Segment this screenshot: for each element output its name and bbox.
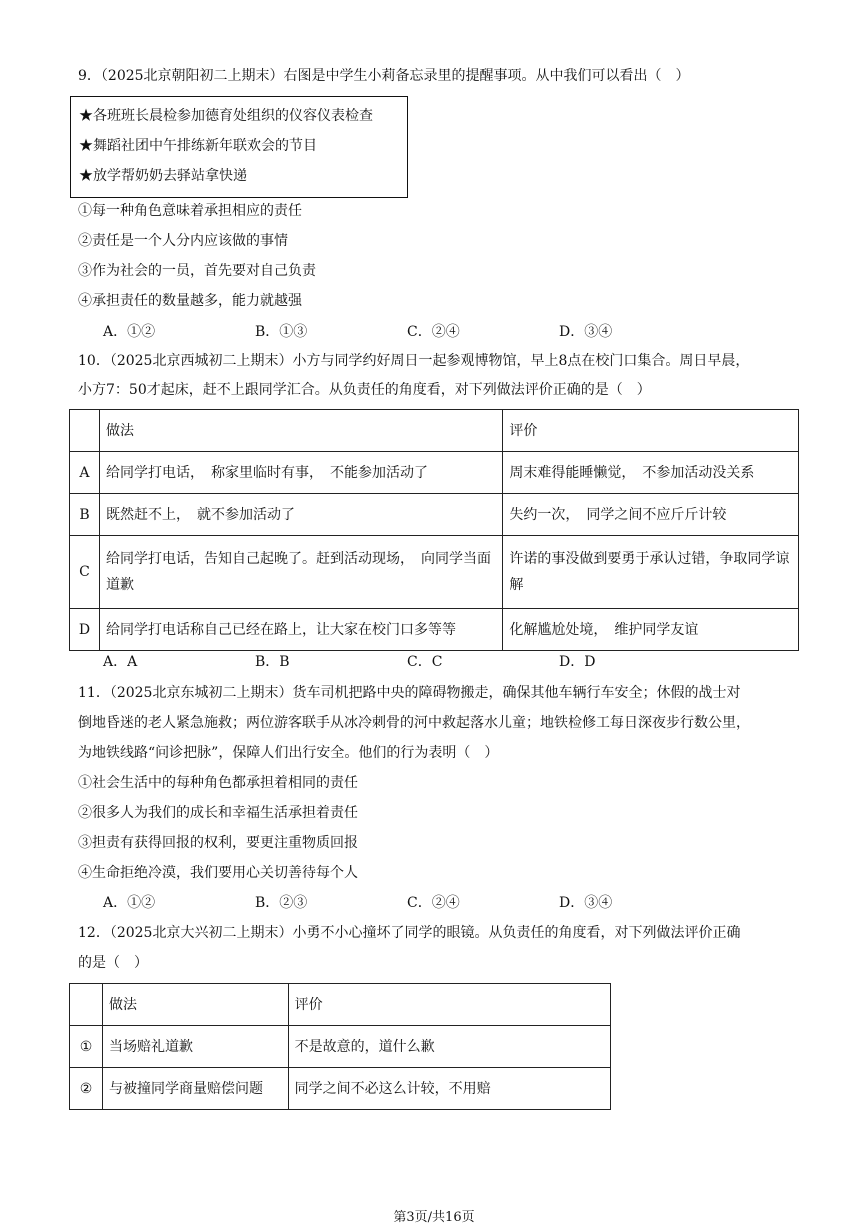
table-row — [70, 494, 799, 536]
q10-options — [103, 652, 711, 672]
option-c[interactable]: C．C — [407, 654, 443, 670]
q9-statement: ③作为社会的一员，首先要对自己负责 — [78, 263, 316, 279]
row-key: ① — [70, 1026, 103, 1068]
option-a[interactable]: A．A — [103, 654, 138, 670]
q12-stem-line2: 的是（ ） — [78, 955, 148, 971]
row-action: 当场赔礼道歉 — [102, 1026, 288, 1068]
memo-box — [70, 96, 408, 198]
option-b[interactable]: B．①③ — [255, 324, 308, 340]
table-header — [70, 984, 611, 1026]
row-key: C — [70, 536, 100, 609]
memo-item: ★各班班长晨检参加德育处组织的仪容仪表检查 — [79, 108, 373, 124]
q10-stem-line2: 小方7：50才起床，赶不上跟同学汇合。从负责任的角度看，对下列做法评价正确的是（ ） — [78, 382, 651, 398]
q10-table — [69, 409, 799, 651]
option-c[interactable]: C．②④ — [407, 324, 460, 340]
header-cell — [70, 410, 100, 452]
memo-item: ★舞蹈社团中午排练新年联欢会的节目 — [79, 138, 317, 154]
q12-stem-line1: 12．（2025北京大兴初二上期末）小勇不小心撞坏了同学的眼镜。从负责任的角度看，对下列做法评价正确 — [78, 925, 741, 941]
row-action: 既然赶不上， 就不参加活动了 — [99, 494, 502, 536]
q9-stem: 9．（2025北京朝阳初二上期末）右图是中学生小莉备忘录里的提醒事项。从中我们可以看出（ ） — [78, 68, 690, 84]
q9-statement: ①每一种角色意味着承担相应的责任 — [78, 203, 302, 219]
option-a[interactable]: A．①② — [103, 895, 156, 911]
page-footer: 第3页/共16页 — [393, 1210, 475, 1225]
table-header — [70, 410, 799, 452]
table-row — [70, 1068, 611, 1110]
q11-stem-line1: 11．（2025北京东城初二上期末）货车司机把路中央的障碍物搬走，确保其他车辆行车安全；休假的战士对 — [78, 685, 741, 701]
row-eval: 化解尴尬处境， 维护同学友谊 — [503, 609, 799, 651]
q10-stem-line1: 10．（2025北京西城初二上期末）小方与同学约好周日一起参观博物馆，早上8点在校门口集合。周日早晨， — [78, 353, 750, 369]
option-d[interactable]: D．③④ — [559, 895, 613, 911]
row-eval: 同学之间不必这么计较，不用赔 — [288, 1068, 610, 1110]
option-c[interactable]: C．②④ — [407, 895, 460, 911]
q11-statement: ②很多人为我们的成长和幸福生活承担着责任 — [78, 805, 358, 821]
header-cell: 做法 — [102, 984, 288, 1026]
q11-statement: ①社会生活中的每种角色都承担着相同的责任 — [78, 775, 358, 791]
row-eval: 不是故意的，道什么歉 — [288, 1026, 610, 1068]
table-row — [70, 536, 799, 609]
table-row — [70, 452, 799, 494]
row-key: B — [70, 494, 100, 536]
q11-statement: ③担责有获得回报的权利，要更注重物质回报 — [78, 835, 358, 851]
q9-statement: ④承担责任的数量越多，能力就越强 — [78, 293, 302, 309]
header-cell: 评价 — [288, 984, 610, 1026]
row-eval: 失约一次， 同学之间不应斤斤计较 — [503, 494, 799, 536]
q12-table — [69, 983, 611, 1110]
row-key: A — [70, 452, 100, 494]
row-eval: 许诺的事没做到要勇于承认过错，争取同学谅解 — [503, 536, 799, 609]
option-b[interactable]: B．B — [255, 654, 290, 670]
row-action: 与被撞同学商量赔偿问题 — [102, 1068, 288, 1110]
row-action: 给同学打电话称自己已经在路上，让大家在校门口多等等 — [99, 609, 502, 651]
q11-statement: ④生命拒绝冷漠，我们要用心关切善待每个人 — [78, 865, 358, 881]
header-cell: 做法 — [99, 410, 502, 452]
row-action: 给同学打电话，告知自己起晚了。赶到活动现场， 向同学当面道歉 — [99, 536, 502, 609]
memo-item: ★放学帮奶奶去驿站拿快递 — [79, 168, 247, 184]
table-row — [70, 1026, 611, 1068]
row-action: 给同学打电话， 称家里临时有事， 不能参加活动了 — [99, 452, 502, 494]
header-cell — [70, 984, 103, 1026]
option-a[interactable]: A．①② — [103, 324, 156, 340]
option-d[interactable]: D．D — [559, 654, 596, 670]
row-key: ② — [70, 1068, 103, 1110]
row-key: D — [70, 609, 100, 651]
header-cell: 评价 — [503, 410, 799, 452]
q11-options — [103, 893, 711, 913]
q11-stem-line3: 为地铁线路“问诊把脉”，保障人们出行安全。他们的行为表明（ ） — [78, 745, 499, 761]
q11-stem-line2: 倒地昏迷的老人紧急施救；两位游客联手从冰冷刺骨的河中救起落水儿童；地铁检修工每日深夜步行数公里， — [78, 715, 750, 731]
row-eval: 周末难得能睡懒觉， 不参加活动没关系 — [503, 452, 799, 494]
table-row — [70, 609, 799, 651]
option-b[interactable]: B．②③ — [255, 895, 308, 911]
option-d[interactable]: D．③④ — [559, 324, 613, 340]
q9-statement: ②责任是一个人分内应该做的事情 — [78, 233, 288, 249]
q9-options — [103, 322, 711, 342]
